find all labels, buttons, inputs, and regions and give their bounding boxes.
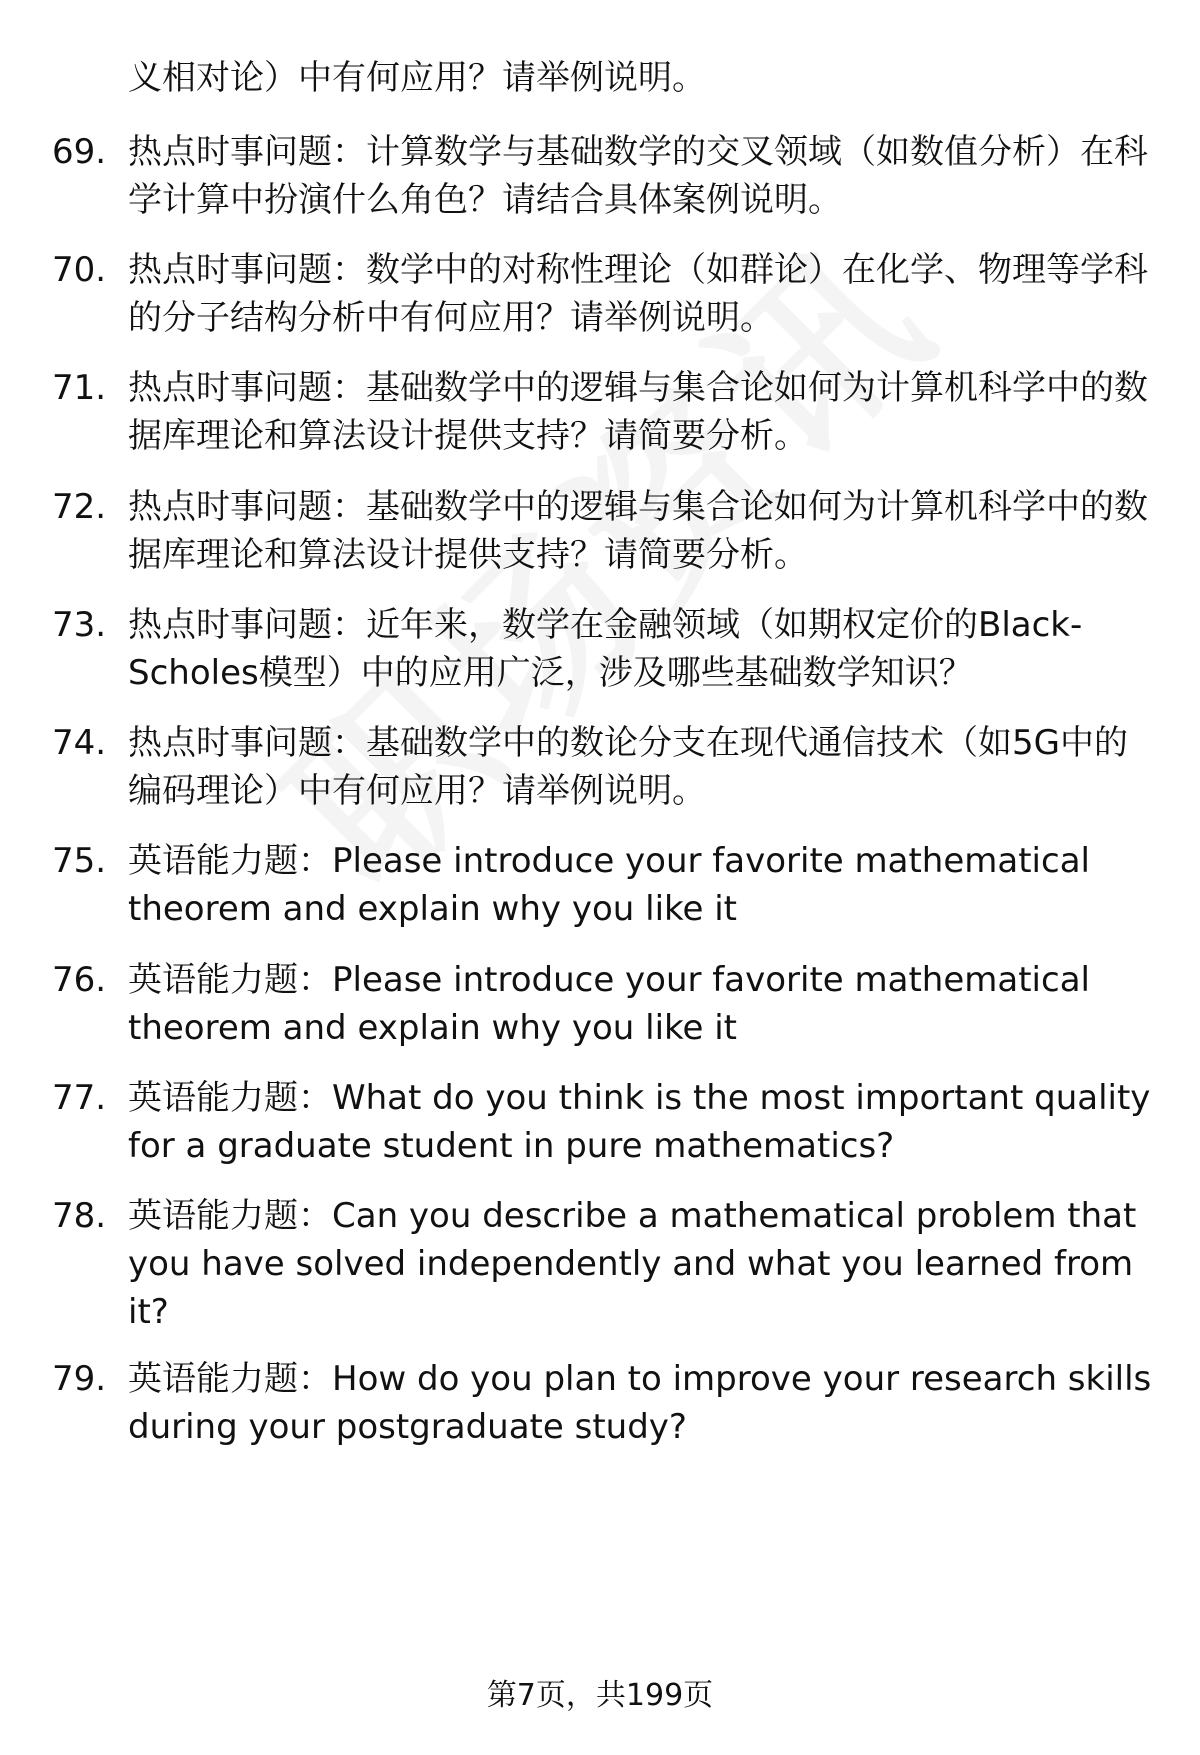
item-text: 英语能力题：What do you think is the most important quality for a graduate student in pure mathematics? (128, 1078, 1151, 1166)
item-text: 热点时事问题：计算数学与基础数学的交叉领域（如数值分析）在科学计算中扮演什么角色？请结合具体案例说明。 (128, 132, 1148, 220)
item-text: 热点时事问题：近年来，数学在金融领域（如期权定价的Black-Scholes模型）中的应用广泛，涉及哪些基础数学知识？ (128, 605, 1083, 693)
item-number: 72. (52, 487, 107, 527)
item-number: 75. (52, 841, 107, 881)
item-number: 79. (52, 1359, 107, 1399)
item-text: 热点时事问题：基础数学中的逻辑与集合论如何为计算机科学中的数据库理论和算法设计提供支持？请简要分析。 (128, 368, 1148, 456)
item-number: 76. (52, 960, 107, 1000)
item-number: 78. (52, 1196, 107, 1236)
item-number: 73. (52, 605, 107, 645)
item-text: 英语能力题：How do you plan to improve your research skills during your postgraduate study? (128, 1359, 1152, 1447)
item-number: 71. (52, 368, 107, 408)
item-text: 热点时事问题：基础数学中的数论分支在现代通信技术（如5G中的编码理论）中有何应用？请举例说明。 (128, 723, 1128, 811)
item-number: 69. (52, 132, 107, 172)
item-text: 热点时事问题：基础数学中的逻辑与集合论如何为计算机科学中的数据库理论和算法设计提供支持？请简要分析。 (128, 487, 1148, 575)
item-number: 74. (52, 723, 107, 763)
item-number: 70. (52, 250, 107, 290)
item-text: 义相对论）中有何应用？请举例说明。 (128, 58, 706, 98)
item-text: 热点时事问题：数学中的对称性理论（如群论）在化学、物理等学科的分子结构分析中有何应用？请举例说明。 (128, 250, 1148, 338)
item-text: 英语能力题：Please introduce your favorite mathematical theorem and explain why you like it (128, 841, 1090, 929)
item-text: 英语能力题：Please introduce your favorite mathematical theorem and explain why you like it (128, 960, 1090, 1048)
item-text: 英语能力题：Can you describe a mathematical problem that you have solved independently and what you learned from it? (128, 1196, 1137, 1332)
item-number: 77. (52, 1078, 107, 1118)
page-footer: 第7页，共199页 (486, 1678, 714, 1713)
